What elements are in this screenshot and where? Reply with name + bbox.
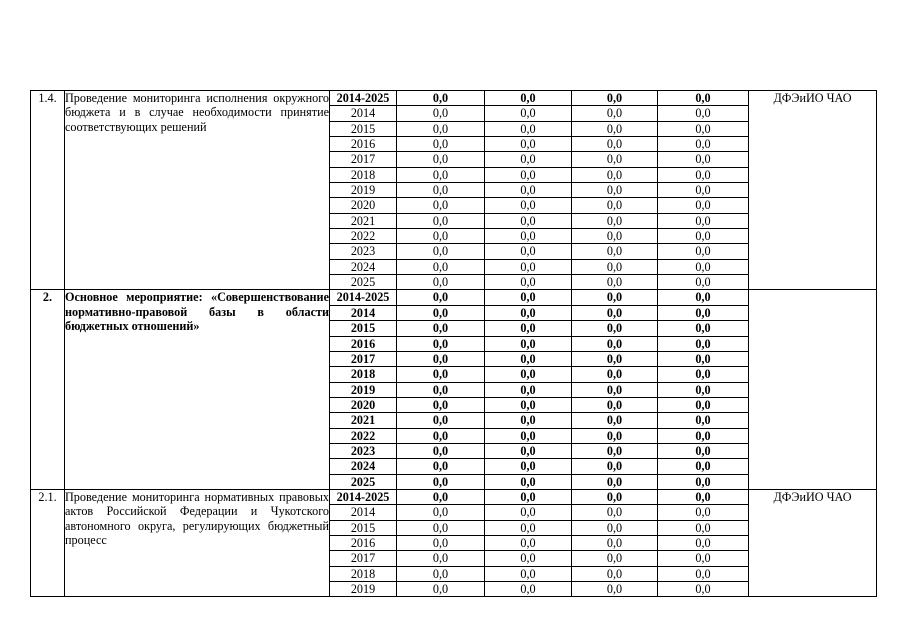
funding-value-cell: 0,0 xyxy=(397,321,485,336)
funding-value-cell: 0,0 xyxy=(485,106,572,121)
funding-value-cell: 0,0 xyxy=(658,321,749,336)
funding-value-cell: 0,0 xyxy=(397,367,485,382)
table-row xyxy=(31,489,877,504)
funding-value-cell: 0,0 xyxy=(572,551,658,566)
funding-value-cell: 0,0 xyxy=(397,213,485,228)
table-row xyxy=(31,91,877,106)
period-cell: 2018 xyxy=(330,167,397,182)
measure-number: 2. xyxy=(31,290,65,489)
funding-value-cell: 0,0 xyxy=(397,229,485,244)
funding-value-cell: 0,0 xyxy=(658,582,749,597)
funding-value-cell: 0,0 xyxy=(485,321,572,336)
funding-value-cell: 0,0 xyxy=(572,137,658,152)
funding-value-cell: 0,0 xyxy=(572,520,658,535)
funding-value-cell: 0,0 xyxy=(397,443,485,458)
funding-value-cell: 0,0 xyxy=(397,198,485,213)
funding-value-cell: 0,0 xyxy=(658,213,749,228)
funding-value-cell: 0,0 xyxy=(658,428,749,443)
funding-value-cell: 0,0 xyxy=(658,152,749,167)
funding-value-cell: 0,0 xyxy=(658,229,749,244)
funding-value-cell: 0,0 xyxy=(572,213,658,228)
funding-value-cell: 0,0 xyxy=(485,566,572,581)
funding-value-cell: 0,0 xyxy=(658,290,749,305)
period-cell: 2014 xyxy=(330,305,397,320)
funding-value-cell: 0,0 xyxy=(485,459,572,474)
period-cell: 2022 xyxy=(330,428,397,443)
budget-measures-table xyxy=(30,90,877,597)
funding-value-cell: 0,0 xyxy=(397,106,485,121)
funding-value-cell: 0,0 xyxy=(397,382,485,397)
funding-value-cell: 0,0 xyxy=(397,520,485,535)
funding-value-cell: 0,0 xyxy=(485,152,572,167)
funding-value-cell: 0,0 xyxy=(397,397,485,412)
funding-value-cell: 0,0 xyxy=(572,275,658,290)
funding-value-cell: 0,0 xyxy=(572,382,658,397)
funding-value-cell: 0,0 xyxy=(572,152,658,167)
funding-value-cell: 0,0 xyxy=(572,474,658,489)
funding-value-cell: 0,0 xyxy=(485,535,572,550)
period-cell: 2015 xyxy=(330,121,397,136)
funding-value-cell: 0,0 xyxy=(572,413,658,428)
funding-value-cell: 0,0 xyxy=(485,413,572,428)
funding-value-cell: 0,0 xyxy=(485,121,572,136)
funding-value-cell: 0,0 xyxy=(658,305,749,320)
funding-value-cell: 0,0 xyxy=(397,167,485,182)
period-cell: 2014-2025 xyxy=(330,489,397,504)
funding-value-cell: 0,0 xyxy=(485,336,572,351)
funding-value-cell: 0,0 xyxy=(485,474,572,489)
period-cell: 2022 xyxy=(330,229,397,244)
funding-value-cell: 0,0 xyxy=(658,137,749,152)
period-cell: 2017 xyxy=(330,152,397,167)
funding-value-cell: 0,0 xyxy=(485,305,572,320)
funding-value-cell: 0,0 xyxy=(658,382,749,397)
funding-value-cell: 0,0 xyxy=(397,152,485,167)
period-cell: 2015 xyxy=(330,321,397,336)
funding-value-cell: 0,0 xyxy=(658,505,749,520)
funding-value-cell: 0,0 xyxy=(572,305,658,320)
funding-value-cell: 0,0 xyxy=(658,367,749,382)
funding-value-cell: 0,0 xyxy=(658,520,749,535)
table-row xyxy=(31,290,877,305)
funding-value-cell: 0,0 xyxy=(485,183,572,198)
measure-number: 1.4. xyxy=(31,91,65,290)
funding-value-cell: 0,0 xyxy=(485,213,572,228)
funding-value-cell: 0,0 xyxy=(572,321,658,336)
funding-value-cell: 0,0 xyxy=(485,198,572,213)
funding-value-cell: 0,0 xyxy=(572,428,658,443)
funding-value-cell: 0,0 xyxy=(572,121,658,136)
responsible-executor xyxy=(749,290,877,489)
funding-value-cell: 0,0 xyxy=(658,413,749,428)
funding-value-cell: 0,0 xyxy=(397,183,485,198)
funding-value-cell: 0,0 xyxy=(572,244,658,259)
period-cell: 2023 xyxy=(330,443,397,458)
period-cell: 2014 xyxy=(330,505,397,520)
funding-value-cell: 0,0 xyxy=(397,413,485,428)
funding-value-cell: 0,0 xyxy=(397,582,485,597)
funding-value-cell: 0,0 xyxy=(658,489,749,504)
period-cell: 2023 xyxy=(330,244,397,259)
funding-value-cell: 0,0 xyxy=(572,259,658,274)
funding-value-cell: 0,0 xyxy=(485,290,572,305)
funding-value-cell: 0,0 xyxy=(572,535,658,550)
funding-value-cell: 0,0 xyxy=(658,459,749,474)
period-cell: 2016 xyxy=(330,137,397,152)
funding-value-cell: 0,0 xyxy=(658,198,749,213)
period-cell: 2019 xyxy=(330,582,397,597)
funding-value-cell: 0,0 xyxy=(572,198,658,213)
period-cell: 2015 xyxy=(330,520,397,535)
measure-section xyxy=(31,91,877,290)
period-cell: 2025 xyxy=(330,275,397,290)
period-cell: 2016 xyxy=(330,336,397,351)
funding-value-cell: 0,0 xyxy=(572,367,658,382)
funding-value-cell: 0,0 xyxy=(397,336,485,351)
funding-value-cell: 0,0 xyxy=(397,351,485,366)
funding-value-cell: 0,0 xyxy=(485,351,572,366)
responsible-executor: ДФЭиИО ЧАО xyxy=(749,91,877,290)
funding-value-cell: 0,0 xyxy=(658,106,749,121)
funding-value-cell: 0,0 xyxy=(397,474,485,489)
funding-value-cell: 0,0 xyxy=(658,443,749,458)
period-cell: 2019 xyxy=(330,183,397,198)
funding-value-cell: 0,0 xyxy=(485,397,572,412)
funding-value-cell: 0,0 xyxy=(397,275,485,290)
funding-value-cell: 0,0 xyxy=(658,474,749,489)
funding-value-cell: 0,0 xyxy=(397,535,485,550)
measure-description: Проведение мониторинга нормативных правовых актов Российской Федерации и Чукотского автономного округа, регулирующих бюджетный процесс xyxy=(65,489,330,596)
funding-value-cell: 0,0 xyxy=(397,290,485,305)
funding-value-cell: 0,0 xyxy=(572,167,658,182)
funding-value-cell: 0,0 xyxy=(658,397,749,412)
funding-value-cell: 0,0 xyxy=(485,91,572,106)
funding-value-cell: 0,0 xyxy=(572,489,658,504)
funding-value-cell: 0,0 xyxy=(572,397,658,412)
funding-value-cell: 0,0 xyxy=(397,551,485,566)
measure-description: Проведение мониторинга исполнения окружного бюджета и в случае необходимости принятие соответствующих решений xyxy=(65,91,330,290)
funding-value-cell: 0,0 xyxy=(658,351,749,366)
period-cell: 2021 xyxy=(330,213,397,228)
funding-value-cell: 0,0 xyxy=(658,167,749,182)
funding-value-cell: 0,0 xyxy=(485,505,572,520)
funding-value-cell: 0,0 xyxy=(658,121,749,136)
funding-value-cell: 0,0 xyxy=(397,137,485,152)
funding-value-cell: 0,0 xyxy=(658,244,749,259)
funding-value-cell: 0,0 xyxy=(572,229,658,244)
funding-value-cell: 0,0 xyxy=(658,535,749,550)
period-cell: 2017 xyxy=(330,351,397,366)
period-cell: 2024 xyxy=(330,459,397,474)
funding-value-cell: 0,0 xyxy=(397,244,485,259)
measure-number: 2.1. xyxy=(31,489,65,596)
period-cell: 2018 xyxy=(330,367,397,382)
funding-value-cell: 0,0 xyxy=(485,137,572,152)
period-cell: 2014-2025 xyxy=(330,290,397,305)
funding-value-cell: 0,0 xyxy=(572,566,658,581)
funding-value-cell: 0,0 xyxy=(658,183,749,198)
funding-value-cell: 0,0 xyxy=(397,459,485,474)
funding-value-cell: 0,0 xyxy=(397,91,485,106)
funding-value-cell: 0,0 xyxy=(485,520,572,535)
funding-value-cell: 0,0 xyxy=(397,489,485,504)
measure-description: Основное мероприятие: «Совершенствование нормативно-правовой базы в области бюджетных отношений» xyxy=(65,290,330,489)
funding-value-cell: 0,0 xyxy=(658,259,749,274)
funding-value-cell: 0,0 xyxy=(572,290,658,305)
period-cell: 2016 xyxy=(330,535,397,550)
period-cell: 2021 xyxy=(330,413,397,428)
period-cell: 2014 xyxy=(330,106,397,121)
period-cell: 2017 xyxy=(330,551,397,566)
funding-value-cell: 0,0 xyxy=(572,351,658,366)
responsible-executor: ДФЭиИО ЧАО xyxy=(749,489,877,596)
period-cell: 2020 xyxy=(330,397,397,412)
funding-value-cell: 0,0 xyxy=(485,443,572,458)
period-cell: 2019 xyxy=(330,382,397,397)
funding-value-cell: 0,0 xyxy=(572,336,658,351)
funding-value-cell: 0,0 xyxy=(485,428,572,443)
funding-value-cell: 0,0 xyxy=(485,551,572,566)
funding-value-cell: 0,0 xyxy=(572,505,658,520)
funding-value-cell: 0,0 xyxy=(397,305,485,320)
funding-value-cell: 0,0 xyxy=(572,443,658,458)
funding-value-cell: 0,0 xyxy=(397,428,485,443)
funding-value-cell: 0,0 xyxy=(485,229,572,244)
funding-value-cell: 0,0 xyxy=(658,91,749,106)
funding-value-cell: 0,0 xyxy=(658,566,749,581)
period-cell: 2018 xyxy=(330,566,397,581)
funding-value-cell: 0,0 xyxy=(658,551,749,566)
funding-value-cell: 0,0 xyxy=(397,121,485,136)
funding-value-cell: 0,0 xyxy=(397,259,485,274)
measure-section xyxy=(31,489,877,596)
funding-value-cell: 0,0 xyxy=(485,167,572,182)
funding-value-cell: 0,0 xyxy=(485,259,572,274)
funding-value-cell: 0,0 xyxy=(485,582,572,597)
period-cell: 2025 xyxy=(330,474,397,489)
funding-value-cell: 0,0 xyxy=(572,91,658,106)
funding-value-cell: 0,0 xyxy=(658,336,749,351)
funding-value-cell: 0,0 xyxy=(572,459,658,474)
funding-value-cell: 0,0 xyxy=(397,505,485,520)
funding-value-cell: 0,0 xyxy=(485,382,572,397)
funding-value-cell: 0,0 xyxy=(397,566,485,581)
period-cell: 2014-2025 xyxy=(330,91,397,106)
period-cell: 2020 xyxy=(330,198,397,213)
funding-value-cell: 0,0 xyxy=(485,367,572,382)
funding-value-cell: 0,0 xyxy=(572,582,658,597)
period-cell: 2024 xyxy=(330,259,397,274)
funding-value-cell: 0,0 xyxy=(658,275,749,290)
funding-value-cell: 0,0 xyxy=(485,489,572,504)
funding-value-cell: 0,0 xyxy=(572,183,658,198)
funding-value-cell: 0,0 xyxy=(485,244,572,259)
measure-section xyxy=(31,290,877,489)
funding-value-cell: 0,0 xyxy=(485,275,572,290)
funding-value-cell: 0,0 xyxy=(572,106,658,121)
